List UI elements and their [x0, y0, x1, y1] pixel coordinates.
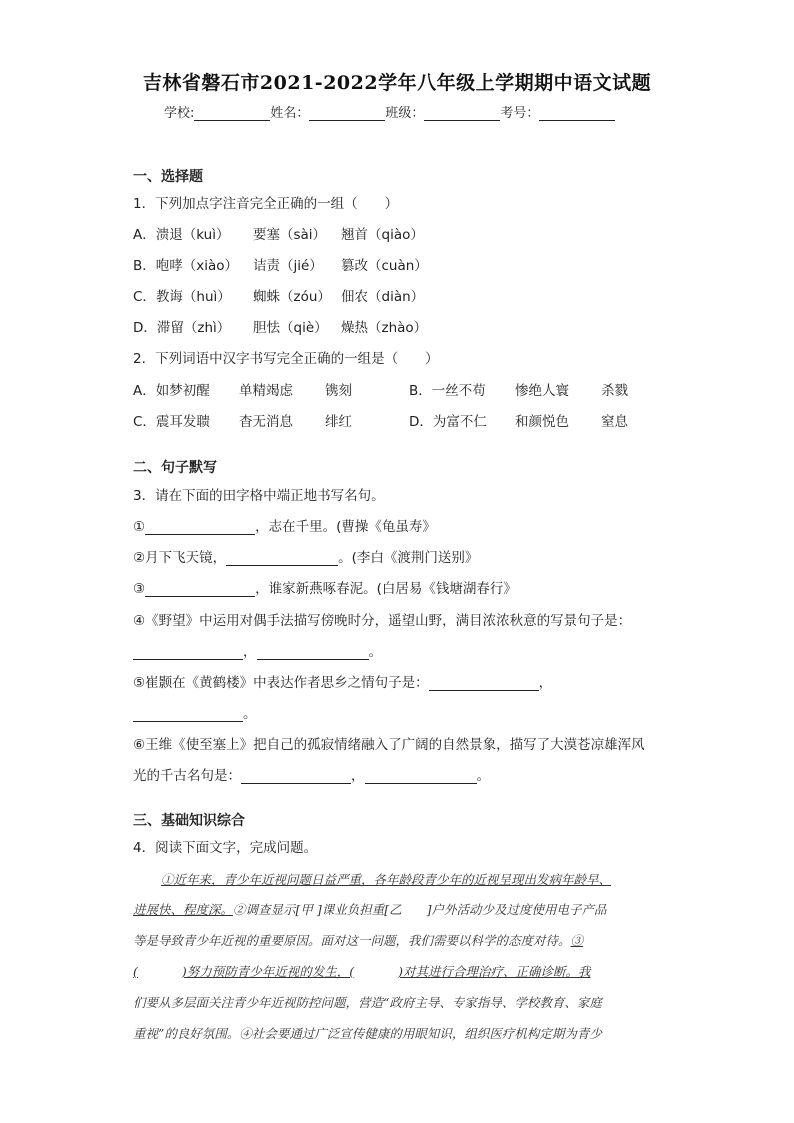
q3-l6-blank-1[interactable] [241, 768, 351, 784]
question-4-stem: 4．阅读下面文字，完成问题。 [133, 840, 318, 856]
q3-line-6a: ⑥王维《使至塞上》把自己的孤寂情绪融入了广阔的自然景象，描写了大漠苍凉雄浑风 [133, 737, 645, 753]
q3-line-5-answer [133, 702, 257, 722]
q1-d-3: 燥热（zhào） [341, 320, 428, 336]
q2-d-3: 窒息 [601, 414, 628, 430]
class-label: 班级： [385, 106, 425, 121]
q2-option-a[interactable] [133, 379, 409, 399]
q1-option-b[interactable] [133, 254, 428, 274]
q2-b-3: 杀戮 [601, 383, 628, 399]
class-blank[interactable] [424, 105, 500, 121]
section-heading-dictation: 二、句子默写 [133, 460, 217, 476]
q3-line-5 [133, 671, 552, 691]
question-1-stem: 1．下列加点字注音完全正确的一组（ ） [133, 196, 399, 212]
question-3-stem: 3．请在下面的田字格中端正地书写名句。 [133, 488, 385, 504]
q1-a-3: 翘首（qiào） [341, 227, 424, 243]
q3-l3-blank[interactable] [145, 581, 255, 597]
q3-line-6b [133, 764, 490, 784]
q3-l3-prefix: ③ [133, 581, 146, 597]
q1-option-c[interactable] [133, 285, 424, 305]
q1-a-2: 要塞（sài） [253, 227, 327, 243]
question-2-stem: 2．下列词语中汉字书写完全正确的一组是（ ） [133, 351, 439, 367]
q3-l4-blank-2[interactable] [257, 644, 369, 660]
q1-option-d[interactable] [133, 316, 427, 336]
q1-c-2: 蜘蛛（zóu） [253, 289, 331, 305]
q3-l6-text: 光的千古名句是： [133, 768, 241, 784]
q1-c-1: C．教诲（huì） [133, 289, 231, 305]
q3-l5-blank-2[interactable] [133, 706, 243, 722]
q2-d-2: 和颜悦色 [515, 414, 569, 430]
q1-d-2: 胆怯（qiè） [253, 320, 328, 336]
passage-sentence-1a: ①近年来，青少年近视问题日益严重，各年龄段青少年的近视呈现出发病年龄早、 [161, 872, 612, 887]
q3-line-1 [133, 515, 436, 535]
q3-l4-comma: ， [243, 644, 257, 660]
q3-l5-period: 。 [243, 706, 257, 722]
q2-a-1: A．如梦初醒 [133, 383, 210, 399]
q3-l2-prefix: ②月下飞天镜， [133, 550, 227, 566]
q2-c-1: C．震耳发聩 [133, 414, 210, 430]
q3-l2-blank[interactable] [226, 550, 338, 566]
q3-l1-text: ，志在千里。(曹操《龟虽寿》 [255, 519, 436, 535]
name-label: 姓名： [270, 106, 310, 121]
q2-d-1: D．为富不仁 [409, 414, 487, 430]
q3-line-2 [133, 546, 478, 566]
q3-l4-period: 。 [368, 644, 382, 660]
passage-sentence-3-end: )对其进行合理治疗、正确诊断。我 [398, 964, 591, 979]
q3-l6-period: 。 [476, 768, 490, 784]
name-blank[interactable] [309, 105, 385, 121]
q2-row-ab [133, 379, 628, 399]
passage-line-1 [161, 870, 675, 888]
q3-l1-prefix: ① [133, 519, 146, 535]
q1-a-1: A．溃退（kuì） [133, 227, 230, 243]
school-label: 学校: [164, 106, 195, 121]
section-heading-choice: 一、选择题 [133, 169, 203, 185]
q2-b-1: B．一丝不苟 [409, 383, 486, 399]
q2-c-3: 绯红 [325, 414, 352, 430]
q3-l6-comma: ， [351, 768, 365, 784]
passage-line-4 [133, 962, 675, 980]
q3-l1-blank[interactable] [145, 519, 255, 535]
q1-d-1: D．滞留（zhì） [133, 320, 231, 336]
student-info-row [164, 102, 615, 121]
passage-line-6: 重视”的良好氛围。④社会要通过广泛宣传健康的用眼知识，组织医疗机构定期为青少 [133, 1026, 602, 1041]
q3-l5-blank-1[interactable] [429, 675, 539, 691]
q2-a-2: 单精竭虑 [239, 383, 293, 399]
q2-b-2: 惨绝人寰 [515, 383, 569, 399]
passage-line-2 [133, 900, 675, 918]
q1-c-3: 佃农（diàn） [341, 289, 425, 305]
q3-line-4-answer [133, 640, 382, 660]
q3-l2-text: 。(李白《渡荆门送别》 [338, 550, 479, 566]
passage-sentence-1b: 进展快、程度深。 [133, 902, 234, 917]
q2-row-cd [133, 410, 628, 430]
passage-line-3 [133, 931, 675, 949]
paren-open-1: ( [133, 964, 138, 979]
q3-l4-blank-1[interactable] [133, 644, 243, 660]
exam-number-blank[interactable] [539, 105, 615, 121]
q1-b-2: 诘责（jié） [253, 258, 323, 274]
passage-sentence-3-mid: )努力预防青少年近视的发生，( [181, 964, 355, 979]
q1-option-a[interactable] [133, 223, 424, 243]
q3-l3-text: ，谁家新燕啄春泥。(白居易《钱塘湖春行》 [255, 581, 517, 597]
q2-option-b[interactable] [409, 379, 628, 399]
school-blank[interactable] [194, 105, 270, 121]
passage-sentence-3-part1 [133, 964, 591, 979]
q3-line-3 [133, 577, 517, 597]
passage-sentence-3-marker: ③ [570, 933, 584, 948]
q3-l6-blank-2[interactable] [365, 768, 477, 784]
q2-c-2: 杳无消息 [239, 414, 293, 430]
q1-b-3: 篡改（cuàn） [341, 258, 428, 274]
passage-sentence-2a: ②调查显示[甲 ]课业负担重[乙 ]户外活动少及过度使用电子产品 [233, 902, 607, 917]
section-heading-basic-knowledge: 三、基础知识综合 [133, 813, 245, 829]
exam-number-label: 考号： [500, 106, 540, 121]
q2-option-c[interactable] [133, 410, 409, 430]
q3-l5-text: ⑤崔颢在《黄鹤楼》中表达作者思乡之情句子是： [133, 675, 429, 691]
q3-line-4: ④《野望》中运用对偶手法描写傍晚时分，遥望山野，满目浓浓秋意的写景句子是： [133, 613, 632, 629]
passage-line-5: 们要从多层面关注青少年近视防控问题，营造“政府主导、专家指导、学校教育、家庭 [133, 995, 602, 1010]
passage-sentence-2b: 等是导致青少年近视的重要原因。面对这一问题，我们需要以科学的态度对待。 [133, 933, 571, 948]
q2-option-d[interactable] [409, 410, 628, 430]
q2-a-3: 镌刻 [325, 383, 352, 399]
exam-title: 吉林省磐石市2021-2022学年八年级上学期期中语文试题 [142, 72, 652, 94]
q3-l5-comma: ， [538, 675, 553, 691]
q1-b-1: B．咆哮（xiào） [133, 258, 239, 274]
